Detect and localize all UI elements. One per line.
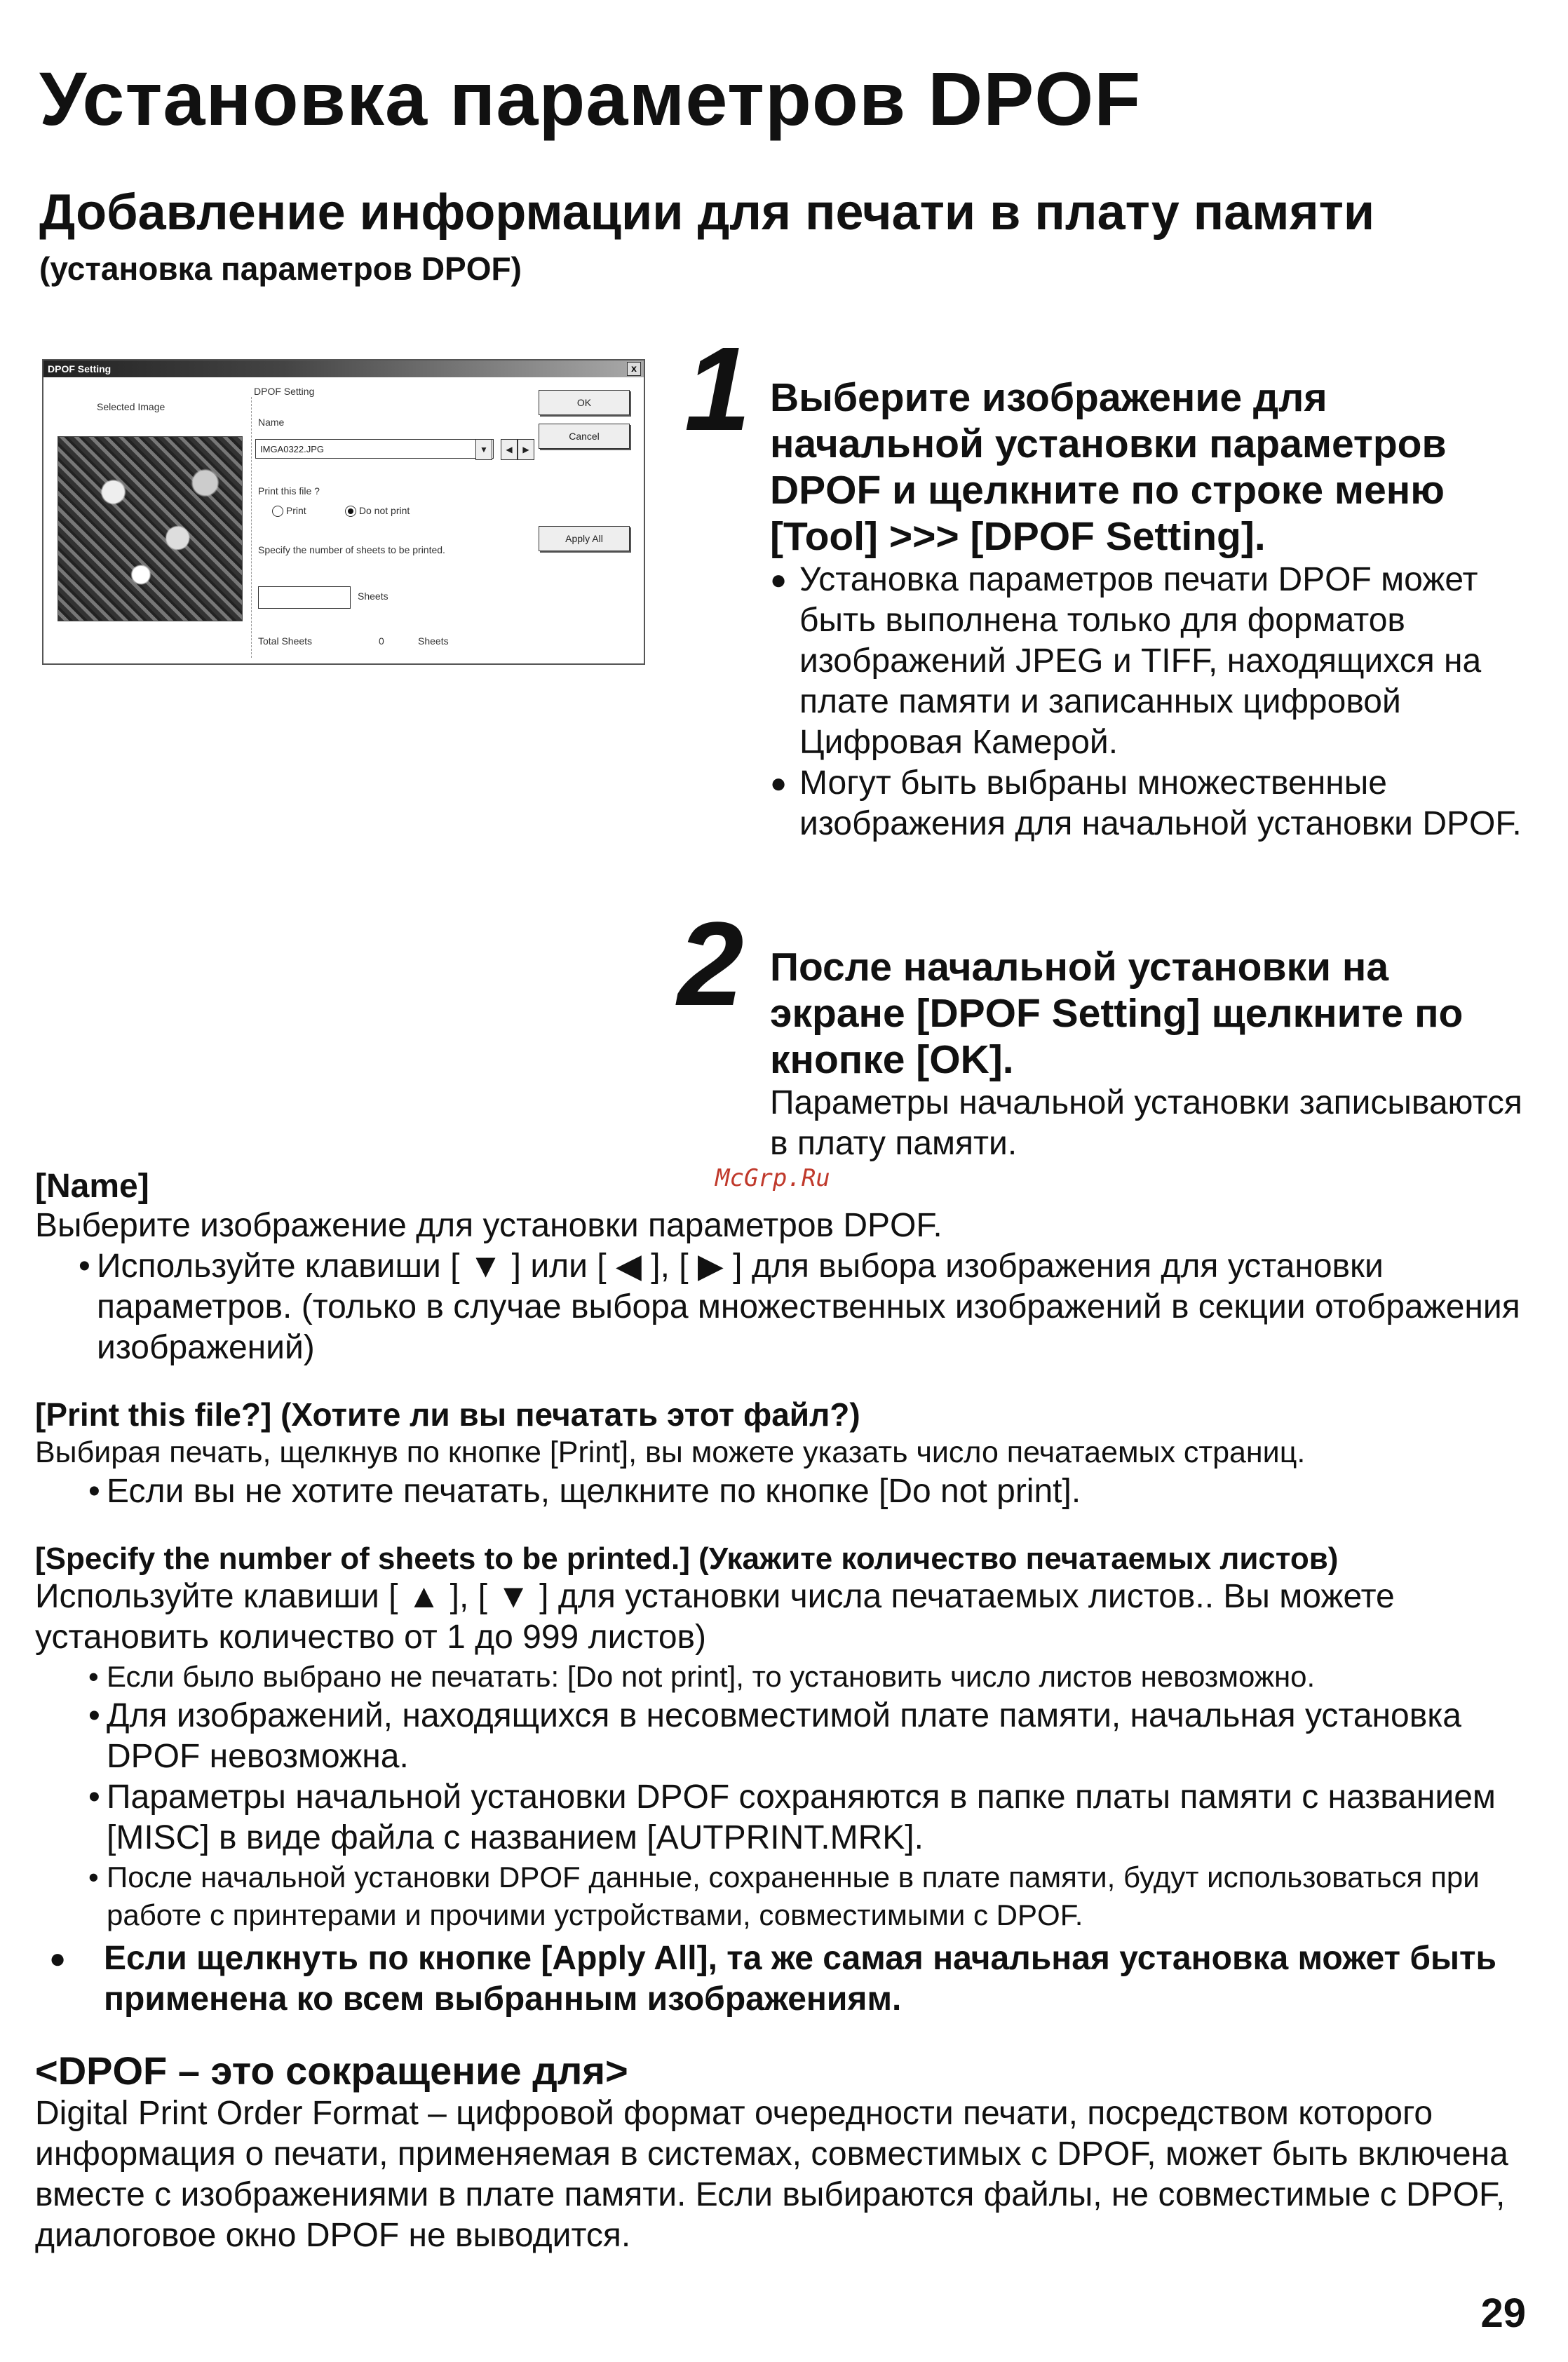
apply-all-button[interactable]: Apply All xyxy=(539,526,630,551)
prev-image-icon[interactable]: ◀ xyxy=(501,439,518,460)
print-bullet: • Если вы не хотите печатать, щелкните по кнопке [Do not print]. xyxy=(88,1471,1543,1512)
dpof-section xyxy=(35,2048,1536,2256)
specify-bullet-4: • После начальной установки DPOF данные, сохраненные в плате памяти, будут использоваться при работе с принтерами и прочими устройствами, совместимыми с DPOF. xyxy=(88,1858,1550,1934)
print-text: Выбирая печать, щелкнув по кнопке [Print], вы можете указать число печатаемых страниц. xyxy=(35,1436,1306,1469)
step-2-body: Параметры начальной установки записываются в плату памяти. xyxy=(770,1084,1522,1162)
step-1-number: 1 xyxy=(684,323,751,456)
cancel-button[interactable]: Cancel xyxy=(539,424,630,449)
page-title: Установка параметров DPOF xyxy=(39,56,1142,141)
specify-heading: [Specify the number of sheets to be printed.] (Укажите количество печатаемых листов) xyxy=(35,1541,1339,1576)
total-sheets-value: 0 xyxy=(379,635,384,647)
dialog-title: DPOF Setting xyxy=(48,363,111,374)
step-2-heading: После начальной установки на экране [DPOF Setting] щелкните по кнопке [OK]. xyxy=(770,945,1464,1082)
name-select[interactable]: IMGA0322.JPG xyxy=(255,439,494,459)
total-sheets-label: Total Sheets xyxy=(258,635,313,647)
specify-bullet-2: • Для изображений, находящихся в несовместимой плате памяти, начальная установка DPOF невозможна. xyxy=(88,1696,1550,1777)
print-heading: [Print this file?] (Хотите ли вы печатать этот файл?) xyxy=(35,1396,860,1433)
step-2-number: 2 xyxy=(677,898,744,1031)
chevron-down-icon[interactable]: ▼ xyxy=(475,439,492,460)
sheets-spinner[interactable] xyxy=(258,586,351,609)
name-section xyxy=(35,1167,1536,1368)
dpof-setting-dialog xyxy=(42,359,645,665)
total-sheets-unit: Sheets xyxy=(418,635,449,647)
name-text: Выберите изображение для установки параметров DPOF. xyxy=(35,1207,942,1244)
key-left-icon: ◀ xyxy=(615,1248,642,1285)
print-radio[interactable]: Print xyxy=(272,505,306,517)
close-icon[interactable]: x xyxy=(627,362,641,376)
key-up-icon: ▲ xyxy=(407,1578,441,1615)
apply-all-note: ● Если щелкнуть по кнопке [Apply All], та же самая начальная установка может быть применена ко всем выбранным изображениям. xyxy=(49,1938,1550,2020)
step-1-bullet-2: ● Могут быть выбраны множественные изображения для начальной установки DPOF. xyxy=(770,763,1534,844)
page-subtitle-note: (установка параметров DPOF) xyxy=(39,250,522,287)
selected-image-label: Selected Image xyxy=(97,401,165,412)
ok-button[interactable]: OK xyxy=(539,390,630,415)
print-section xyxy=(35,1396,1543,1512)
sheets-label: Sheets xyxy=(358,590,388,602)
key-right-icon: ▶ xyxy=(697,1248,724,1285)
print-question-label: Print this file ? xyxy=(258,485,320,497)
page-subtitle: Добавление информации для печати в плату памяти xyxy=(39,184,1375,241)
step-1-heading: Выберите изображение для начальной установки параметров DPOF и щелкните по строке меню [Tool] >>> [DPOF Setting]. xyxy=(770,375,1447,559)
watermark: McGrp.Ru xyxy=(715,1164,830,1192)
dpof-heading: <DPOF – это сокращение для> xyxy=(35,2049,628,2093)
do-not-print-radio[interactable]: Do not print xyxy=(345,505,410,517)
radio-icon xyxy=(272,506,283,517)
step-1 xyxy=(770,374,1534,844)
name-heading: [Name] xyxy=(35,1168,149,1205)
selected-image-thumbnail xyxy=(58,436,243,621)
specify-sheets-label: Specify the number of sheets to be printed. xyxy=(258,544,445,555)
key-down-icon: ▼ xyxy=(496,1578,530,1615)
specify-bullet-3: • Параметры начальной установки DPOF сохраняются в папке платы памяти с названием [MISC] в виде файла с названием [AUTPRINT.MRK]. xyxy=(88,1777,1550,1858)
specify-section xyxy=(35,1541,1550,2020)
radio-selected-icon xyxy=(345,506,356,517)
page-number: 29 xyxy=(1480,2290,1526,2336)
name-label: Name xyxy=(258,417,285,428)
key-down-icon: ▼ xyxy=(468,1248,503,1285)
name-bullet: • Используйте клавиши [ ▼ ] или [ ◀ ], [ ▶ ] для выбора изображения для установки параметров. (только в случае выбора множественных изображений в секции отображения изображений) xyxy=(79,1246,1536,1368)
dialog-title-bar xyxy=(43,360,644,377)
specify-bullet-1: • Если было выбрано не печатать: [Do not print], то установить число листов невозможно. xyxy=(88,1658,1550,1696)
step-1-bullet-1: ● Установка параметров печати DPOF может быть выполнена только для форматов изображений JPEG и TIFF, находящихся на плате памяти и записанных цифровой Цифровая Камерой. xyxy=(770,560,1534,763)
group-label: DPOF Setting xyxy=(254,386,315,397)
dpof-text: Digital Print Order Format – цифровой формат очередности печати, посредством которого информация о печати, применяемая в системах, совместимых с DPOF, может быть включена вместе с изображениями в плате памяти. Если выбираются файлы, не совместимые с DPOF, диалоговое окно DPOF не выводится. xyxy=(35,2095,1508,2254)
step-2 xyxy=(770,944,1534,1164)
dpof-setting-group xyxy=(251,397,560,658)
specify-text: Используйте клавиши [ ▲ ], [ ▼ ] для установки числа печатаемых листов.. Вы можете установить количество от 1 до 999 листов) xyxy=(35,1578,1395,1656)
next-image-icon[interactable]: ▶ xyxy=(518,439,534,460)
